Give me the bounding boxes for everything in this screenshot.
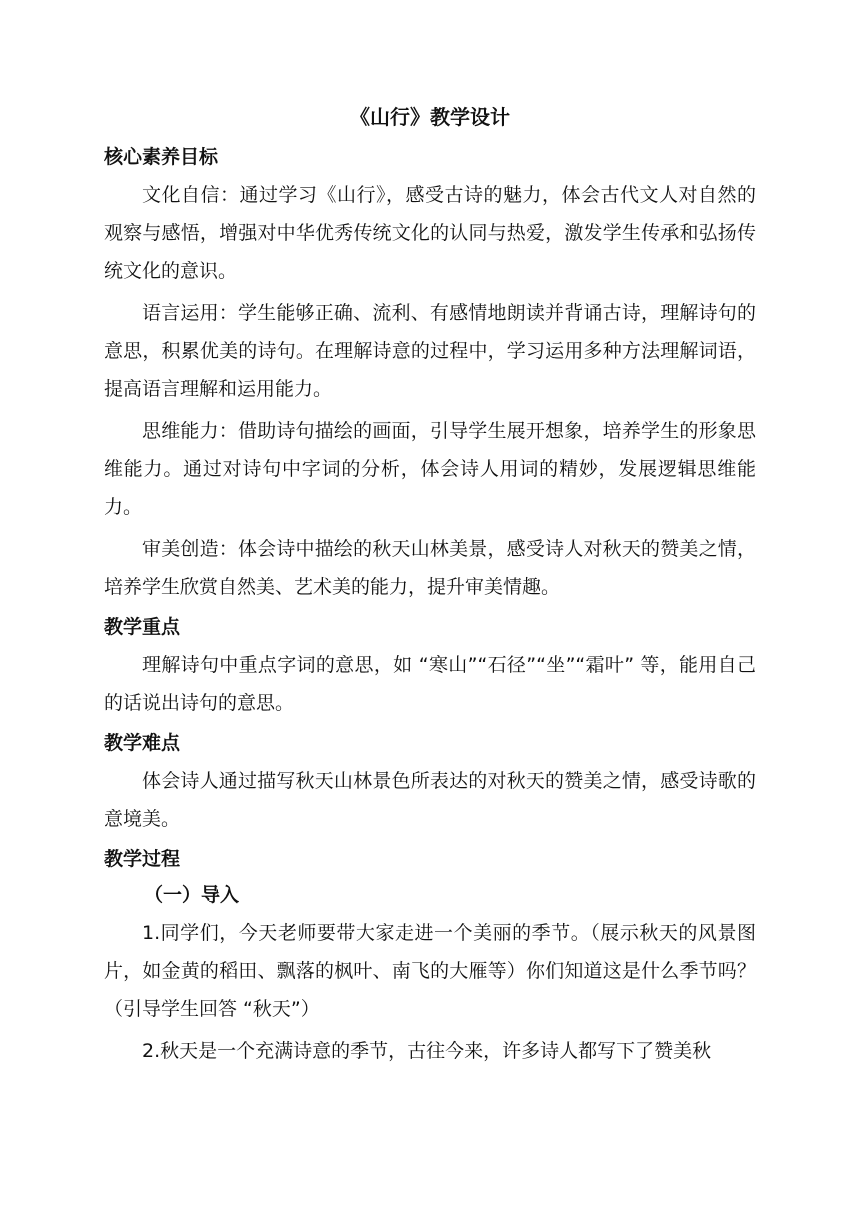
document-body [104,100,756,1074]
goals-heading: 核心素养目标 [104,146,219,168]
goal-paragraph: 思维能力：借助诗句描绘的画面，引导学生展开想象，培养学生的形象思维能力。通过对诗句中字词的分析，体会诗人用词的精妙，发展逻辑思维能力。 [104,420,756,518]
intro-paragraph: 1.同学们，今天老师要带大家走进一个美丽的季节。（展示秋天的风景图片，如金黄的稻田、飘落的枫叶、南飞的大雁等）你们知道这是什么季节吗？（引导学生回答 “秋天”） [104,922,756,1020]
goal-paragraph: 语言运用：学生能够正确、流利、有感情地朗读并背诵古诗，理解诗句的意思，积累优美的诗句。在理解诗意的过程中，学习运用多种方法理解词语，提高语言理解和运用能力。 [104,302,756,400]
key-points-heading: 教学重点 [104,616,181,638]
goal-paragraph: 文化自信：通过学习《山行》，感受古诗的魅力，体会古代文人对自然的观察与感悟，增强对中华优秀传统文化的认同与热爱，激发学生传承和弘扬传统文化的意识。 [104,184,756,282]
intro-subheading: （一）导入 [144,884,240,906]
process-heading: 教学过程 [104,848,181,870]
difficulty-heading: 教学难点 [104,732,181,754]
key-points-paragraph: 理解诗句中重点字词的意思，如 “寒山”“石径”“坐”“霜叶” 等，能用自己的话说出诗句的意思。 [104,654,756,714]
intro-paragraph: 2.秋天是一个充满诗意的季节，古往今来，许多诗人都写下了赞美秋 [142,1040,712,1062]
difficulty-paragraph: 体会诗人通过描写秋天山林景色所表达的对秋天的赞美之情，感受诗歌的意境美。 [104,770,756,830]
document-title: 《山行》教学设计 [350,105,510,129]
goal-paragraph: 审美创造：体会诗中描绘的秋天山林美景，感受诗人对秋天的赞美之情，培养学生欣赏自然美、艺术美的能力，提升审美情趣。 [104,538,756,598]
